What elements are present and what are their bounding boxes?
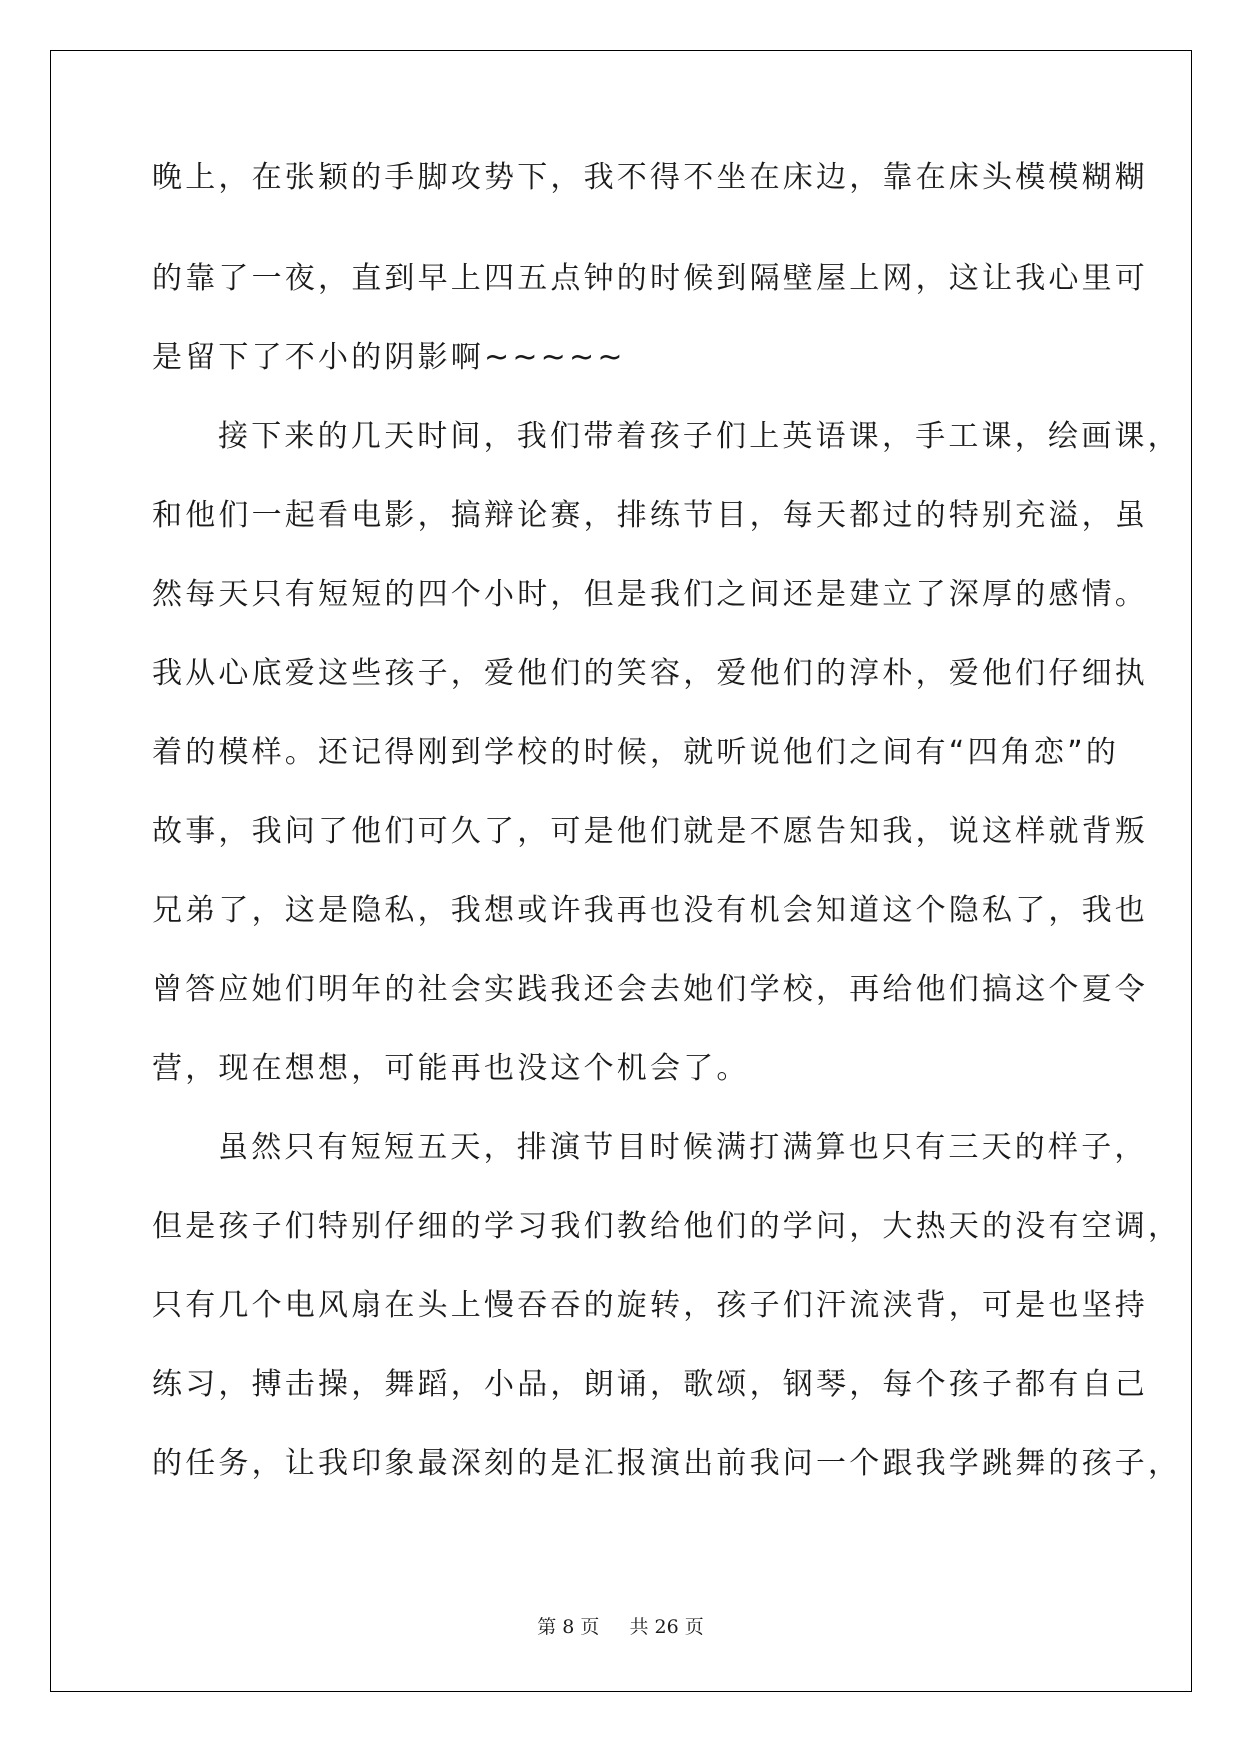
paragraph-start-line: 虽然只有短短五天，排演节目时候满打满算也只有三天的样子，: [218, 1130, 1148, 1165]
text-line: 练习，搏击操，舞蹈，小品，朗诵，歌颂，钢琴，每个孩子都有自己: [152, 1367, 1148, 1402]
text-line: 我从心底爱这些孩子，爱他们的笑容，爱他们的淳朴，爱他们仔细执: [152, 656, 1148, 691]
text-line: 的靠了一夜，直到早上四五点钟的时候到隔壁屋上网，这让我心里可: [152, 261, 1148, 296]
text-line: 是留下了不小的阴影啊~~~~~: [152, 340, 626, 375]
text-line: 和他们一起看电影，搞辩论赛，排练节目，每天都过的特别充溢，虽: [152, 498, 1148, 533]
paragraph-start-line: 接下来的几天时间，我们带着孩子们上英语课，手工课，绘画课，: [218, 419, 1181, 454]
text-line: 晚上，在张颖的手脚攻势下，我不得不坐在床边，靠在床头模模糊糊: [152, 160, 1148, 195]
text-line: 着的模样。还记得刚到学校的时候，就听说他们之间有“四角恋”的: [152, 735, 1120, 770]
page-number: 第 8 页: [537, 1616, 600, 1638]
text-line: 曾答应她们明年的社会实践我还会去她们学校，再给他们搞这个夏令: [152, 972, 1148, 1007]
page-footer: [0, 1612, 1241, 1639]
text-line: 兄弟了，这是隐私，我想或许我再也没有机会知道这个隐私了，我也: [152, 893, 1148, 928]
text-line: 但是孩子们特别仔细的学习我们教给他们的学问，大热天的没有空调，: [152, 1209, 1182, 1244]
document-body: [152, 160, 1182, 1503]
text-line: 的任务，让我印象最深刻的是汇报演出前我问一个跟我学跳舞的孩子，: [152, 1446, 1182, 1481]
text-line: 营，现在想想，可能再也没这个机会了。: [152, 1051, 750, 1086]
total-pages: 共 26 页: [629, 1616, 704, 1638]
text-line: 然每天只有短短的四个小时，但是我们之间还是建立了深厚的感情。: [152, 577, 1148, 612]
text-line: 故事，我问了他们可久了，可是他们就是不愿告知我，说这样就背叛: [152, 814, 1148, 849]
text-line: 只有几个电风扇在头上慢吞吞的旋转，孩子们汗流浃背，可是也坚持: [152, 1288, 1148, 1323]
